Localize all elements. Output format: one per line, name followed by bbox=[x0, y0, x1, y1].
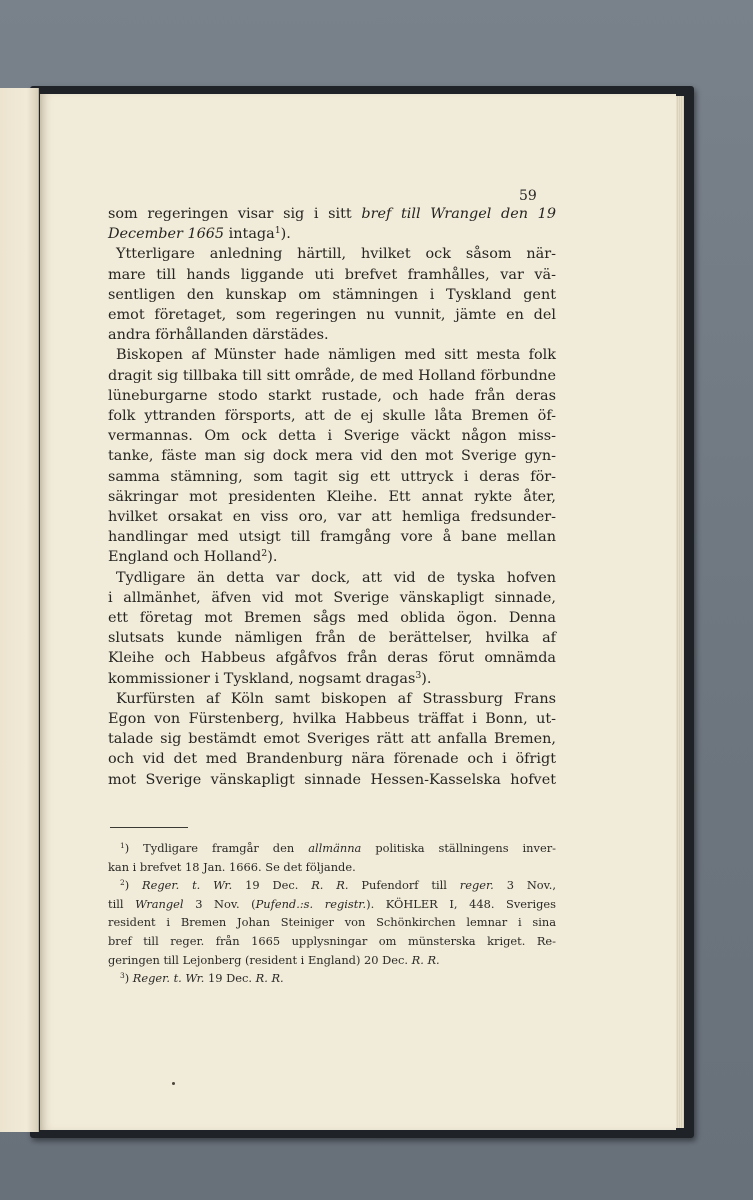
text-line-p3-l7: samma stämning, som tagit sig ett uttryck i deras för- bbox=[108, 468, 556, 485]
facing-page-edge bbox=[0, 88, 39, 1132]
footnote-line-fn1-l2: kan i brefvet 18 Jan. 1666. Se det följande. bbox=[108, 859, 356, 874]
text-line-p3-l11: England och Holland$^2$). bbox=[108, 548, 278, 566]
footnote-line-fn1-l1: $^1$) Tydligare framgår den allmänna politiska ställningens inver- bbox=[120, 840, 556, 855]
text-line-p3-l4: folk yttranden försports, att de ej skulle låta Bremen öf- bbox=[108, 408, 556, 425]
text-line-p3-l1: Biskopen af Münster hade nämligen med sitt mesta folk bbox=[116, 347, 556, 364]
text-line-p4-l1: Tydligare än detta var dock, att vid de tyska hofven bbox=[116, 569, 556, 586]
text-line-p4-l2: i allmänhet, äfven vid mot Sverige vänskapligt sinnade, bbox=[108, 589, 556, 606]
text-line-p3-l6: tanke, fäste man sig dock mera vid den mot Sverige gyn- bbox=[108, 448, 556, 465]
footnote-line-fn3-l1: $^3$) Reger. t. Wr. 19 Dec. R. R. bbox=[120, 971, 284, 986]
text-line-p3-l3: lüneburgarne stodo starkt rustade, och hade från deras bbox=[108, 387, 556, 404]
text-line-p4-l5: Kleihe och Habbeus afgåfvos från deras förut omnämda bbox=[108, 650, 556, 667]
footnote-line-fn2-l1: $^2$) Reger. t. Wr. 19 Dec. R. R. Pufendorf till reger. 3 Nov., bbox=[120, 878, 556, 893]
text-line-p1-l2: December 1665 intaga$^1$). bbox=[108, 225, 291, 243]
footnote-separator bbox=[110, 827, 188, 828]
text-line-p2-l4: emot företaget, som regeringen nu vunnit, jämte en del bbox=[108, 307, 556, 324]
footnotes bbox=[108, 839, 556, 988]
page-number: 59 bbox=[519, 188, 537, 204]
text-line-p2-l1: Ytterligare anledning härtill, hvilket ock såsom när- bbox=[116, 246, 556, 263]
text-line-p3-l8: säkringar mot presidenten Kleihe. Ett annat rykte åter, bbox=[108, 488, 556, 505]
text-line-p5-l5: mot Sverige vänskapligt sinnade Hessen-Kasselska hofvet bbox=[108, 771, 556, 788]
text-line-p3-l10: handlingar med utsigt till framgång vore å bane mellan bbox=[108, 529, 556, 546]
text-line-p5-l3: talade sig bestämdt emot Sveriges rätt att anfalla Bremen, bbox=[108, 731, 556, 748]
text-line-p3-l2: dragit sig tillbaka till sitt område, de med Holland förbundne bbox=[108, 367, 556, 384]
footnote-line-fn2-l3: resident i Bremen Johan Steiniger von Schönkirchen lemnar i sina bbox=[108, 915, 556, 930]
body-text bbox=[108, 204, 556, 790]
footnote-line-fn2-l5: geringen till Lejonberg (resident i England) 20 Dec. R. R. bbox=[108, 952, 440, 967]
text-line-p2-l5: andra förhållanden därstädes. bbox=[108, 327, 329, 344]
text-line-p2-l2: mare till hands liggande uti brefvet framhålles, var vä- bbox=[108, 266, 556, 283]
paper-speck bbox=[172, 1082, 175, 1085]
text-line-p5-l4: och vid det med Brandenburg nära förenade och i öfrigt bbox=[108, 751, 556, 768]
text-line-p4-l6: kommissioner i Tyskland, nogsamt dragas$^3$). bbox=[108, 669, 432, 687]
text-line-p5-l1: Kurfürsten af Köln samt biskopen af Strassburg Frans bbox=[116, 690, 556, 707]
text-line-p5-l2: Egon von Fürstenberg, hvilka Habbeus träffat i Bonn, ut- bbox=[108, 711, 556, 728]
footnote-line-fn2-l2: till Wrangel 3 Nov. (Pufend.:s. registr.). KÖHLER I, 448. Sveriges bbox=[108, 896, 556, 911]
text-line-p3-l9: hvilket orsakat en viss oro, var att hemliga fredsunder- bbox=[108, 509, 556, 526]
text-line-p1-l1: som regeringen visar sig i sitt bref till Wrangel den 19 bbox=[108, 206, 556, 222]
page-block-edge bbox=[676, 96, 684, 1128]
text-line-p2-l3: sentligen den kunskap om stämningen i Tyskland gent bbox=[108, 286, 556, 303]
text-line-p3-l5: vermannas. Om ock detta i Sverige väckt någon miss- bbox=[108, 428, 556, 445]
footnote-line-fn2-l4: bref till reger. från 1665 upplysningar om münsterska kriget. Re- bbox=[108, 933, 556, 948]
text-line-p4-l4: slutsats kunde nämligen från de berättelser, hvilka af bbox=[108, 630, 556, 647]
text-line-p4-l3: ett företag mot Bremen sågs med oblida ögon. Denna bbox=[108, 610, 556, 627]
